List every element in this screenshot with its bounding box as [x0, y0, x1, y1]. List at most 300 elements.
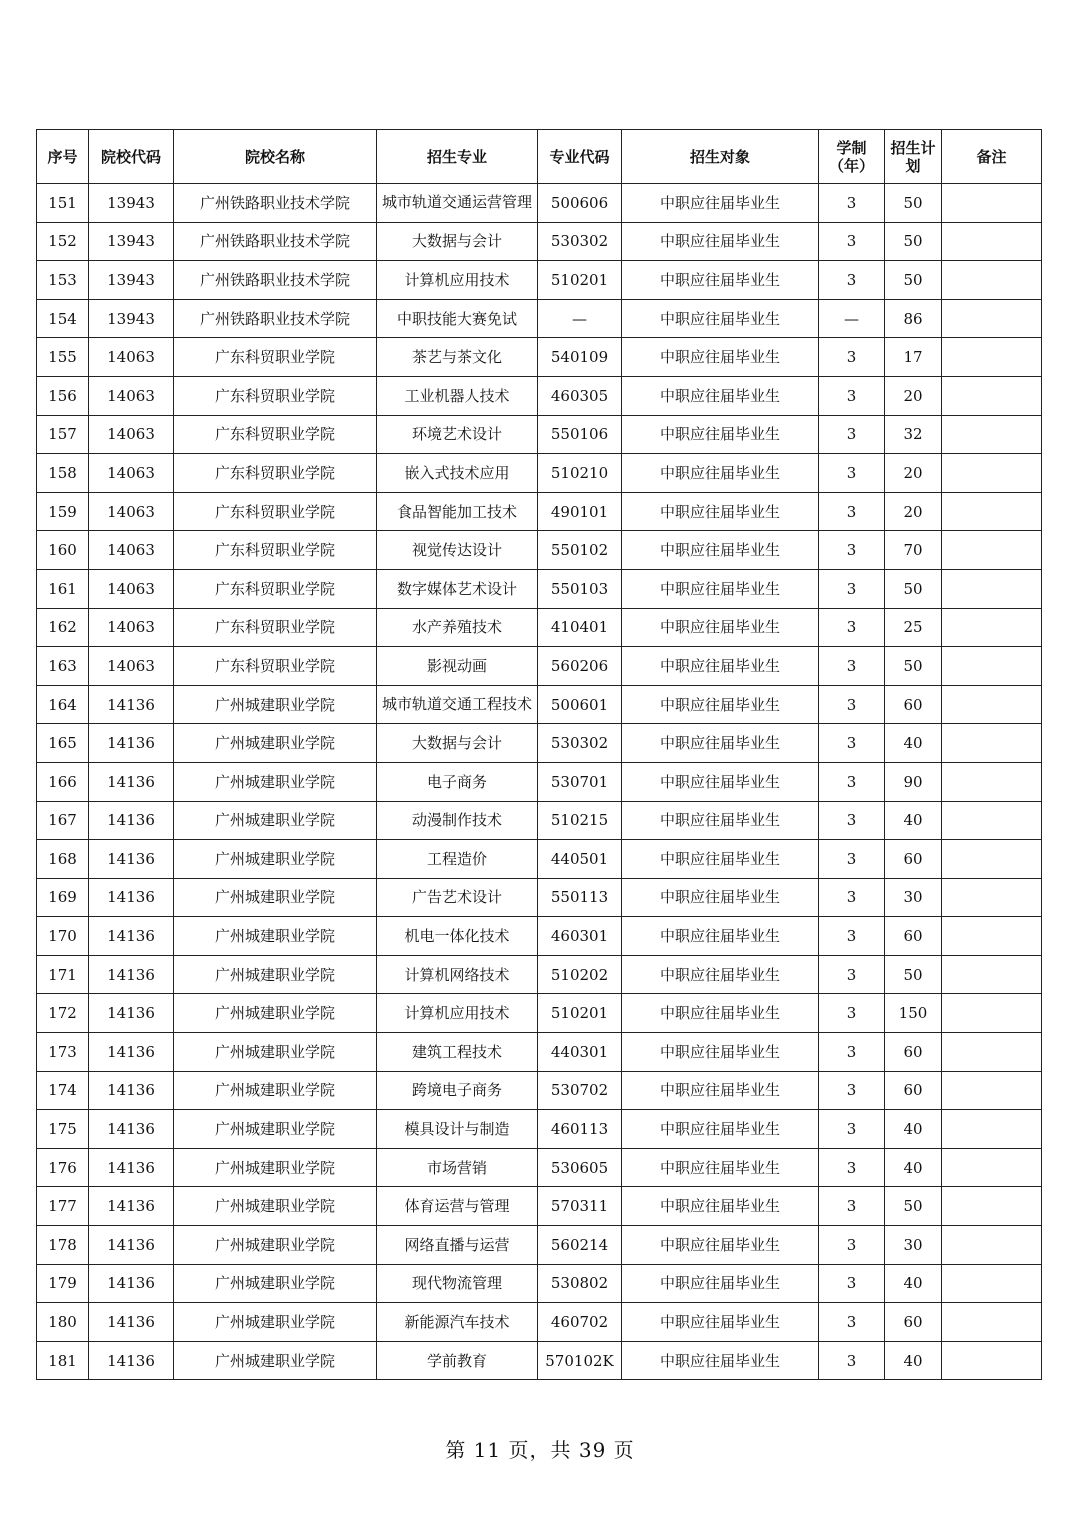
cell-major: 数字媒体艺术设计	[377, 569, 538, 608]
cell-major: 城市轨道交通运营管理	[377, 184, 538, 223]
cell-school-code: 14136	[89, 762, 174, 801]
cell-major-code: 550113	[538, 878, 622, 917]
cell-school-code: 14136	[89, 724, 174, 763]
cell-plan: 50	[885, 222, 942, 261]
cell-plan: 17	[885, 338, 942, 377]
cell-remarks	[942, 647, 1042, 686]
page-footer: 第 11 页，共 39 页	[445, 1438, 635, 1462]
cell-index: 151	[37, 184, 89, 223]
cell-plan: 50	[885, 569, 942, 608]
cell-duration: 3	[819, 1264, 885, 1303]
cell-index: 166	[37, 762, 89, 801]
table-row	[37, 338, 1042, 377]
table-row	[37, 917, 1042, 956]
cell-school-code: 14136	[89, 994, 174, 1033]
col-header-plan	[885, 130, 942, 184]
cell-duration: 3	[819, 1187, 885, 1226]
cell-index: 169	[37, 878, 89, 917]
cell-target: 中职应往届毕业生	[622, 1148, 819, 1187]
cell-target: 中职应往届毕业生	[622, 608, 819, 647]
cell-remarks	[942, 994, 1042, 1033]
table-row	[37, 1341, 1042, 1380]
table-row	[37, 261, 1042, 300]
cell-plan: 150	[885, 994, 942, 1033]
cell-school-code: 14136	[89, 955, 174, 994]
cell-major-code: 540109	[538, 338, 622, 377]
table-row	[37, 415, 1042, 454]
cell-index: 164	[37, 685, 89, 724]
table-row	[37, 184, 1042, 223]
table-row	[37, 569, 1042, 608]
cell-duration: 3	[819, 1303, 885, 1342]
cell-major: 学前教育	[377, 1341, 538, 1380]
cell-target: 中职应往届毕业生	[622, 1187, 819, 1226]
cell-school-code: 14136	[89, 685, 174, 724]
cell-duration: 3	[819, 1110, 885, 1149]
cell-duration: 3	[819, 955, 885, 994]
cell-major-code: 440501	[538, 840, 622, 879]
cell-major-code: 460702	[538, 1303, 622, 1342]
cell-index: 156	[37, 376, 89, 415]
cell-major: 建筑工程技术	[377, 1033, 538, 1072]
cell-duration: —	[819, 299, 885, 338]
cell-plan: 40	[885, 1341, 942, 1380]
cell-index: 179	[37, 1264, 89, 1303]
cell-remarks	[942, 531, 1042, 570]
table-row	[37, 685, 1042, 724]
cell-major: 城市轨道交通工程技术	[377, 685, 538, 724]
cell-duration: 3	[819, 1341, 885, 1380]
cell-index: 159	[37, 492, 89, 531]
cell-target: 中职应往届毕业生	[622, 531, 819, 570]
cell-target: 中职应往届毕业生	[622, 1226, 819, 1265]
cell-remarks	[942, 685, 1042, 724]
cell-target: 中职应往届毕业生	[622, 222, 819, 261]
table-row	[37, 724, 1042, 763]
cell-target: 中职应往届毕业生	[622, 1033, 819, 1072]
cell-school-code: 14063	[89, 376, 174, 415]
table-row	[37, 608, 1042, 647]
cell-remarks	[942, 1264, 1042, 1303]
cell-index: 165	[37, 724, 89, 763]
cell-remarks	[942, 1341, 1042, 1380]
cell-plan: 60	[885, 1071, 942, 1110]
cell-duration: 3	[819, 184, 885, 223]
cell-index: 176	[37, 1148, 89, 1187]
cell-school-code: 14136	[89, 1110, 174, 1149]
cell-target: 中职应往届毕业生	[622, 338, 819, 377]
cell-target: 中职应往届毕业生	[622, 454, 819, 493]
cell-remarks	[942, 184, 1042, 223]
cell-plan: 90	[885, 762, 942, 801]
cell-school-code: 14063	[89, 492, 174, 531]
cell-index: 161	[37, 569, 89, 608]
cell-school-code: 14136	[89, 1148, 174, 1187]
cell-target: 中职应往届毕业生	[622, 299, 819, 338]
cell-plan: 30	[885, 878, 942, 917]
cell-school-code: 14136	[89, 801, 174, 840]
cell-major: 中职技能大赛免试	[377, 299, 538, 338]
cell-plan: 60	[885, 917, 942, 956]
cell-major-code: 560206	[538, 647, 622, 686]
col-header-target: 招生对象	[622, 130, 819, 184]
cell-index: 168	[37, 840, 89, 879]
cell-remarks	[942, 222, 1042, 261]
cell-major: 食品智能加工技术	[377, 492, 538, 531]
cell-index: 157	[37, 415, 89, 454]
cell-remarks	[942, 376, 1042, 415]
cell-plan: 60	[885, 1303, 942, 1342]
cell-school-code: 14136	[89, 1303, 174, 1342]
col-header-remarks: 备注	[942, 130, 1042, 184]
cell-plan: 40	[885, 1110, 942, 1149]
cell-school-code: 14063	[89, 338, 174, 377]
cell-school-name: 广东科贸职业学院	[174, 492, 377, 531]
cell-major: 计算机应用技术	[377, 261, 538, 300]
cell-target: 中职应往届毕业生	[622, 569, 819, 608]
cell-plan: 40	[885, 724, 942, 763]
cell-target: 中职应往届毕业生	[622, 1303, 819, 1342]
cell-school-code: 14136	[89, 917, 174, 956]
cell-school-name: 广州城建职业学院	[174, 801, 377, 840]
cell-major: 环境艺术设计	[377, 415, 538, 454]
cell-plan: 20	[885, 376, 942, 415]
cell-major: 跨境电子商务	[377, 1071, 538, 1110]
cell-index: 160	[37, 531, 89, 570]
cell-duration: 3	[819, 647, 885, 686]
cell-plan: 20	[885, 454, 942, 493]
table-row	[37, 801, 1042, 840]
cell-index: 155	[37, 338, 89, 377]
cell-school-name: 广东科贸职业学院	[174, 608, 377, 647]
cell-major: 现代物流管理	[377, 1264, 538, 1303]
cell-school-code: 14063	[89, 608, 174, 647]
cell-major: 视觉传达设计	[377, 531, 538, 570]
cell-major-code: 530302	[538, 724, 622, 763]
cell-school-name: 广东科贸职业学院	[174, 531, 377, 570]
cell-target: 中职应往届毕业生	[622, 724, 819, 763]
cell-target: 中职应往届毕业生	[622, 801, 819, 840]
cell-duration: 3	[819, 1148, 885, 1187]
col-header-major-code: 专业代码	[538, 130, 622, 184]
table-row	[37, 454, 1042, 493]
cell-plan: 60	[885, 840, 942, 879]
cell-school-name: 广州城建职业学院	[174, 1303, 377, 1342]
cell-plan: 30	[885, 1226, 942, 1265]
cell-school-code: 14063	[89, 647, 174, 686]
cell-duration: 3	[819, 492, 885, 531]
cell-school-name: 广州城建职业学院	[174, 685, 377, 724]
cell-target: 中职应往届毕业生	[622, 1110, 819, 1149]
cell-school-code: 14063	[89, 569, 174, 608]
table-row	[37, 1148, 1042, 1187]
cell-target: 中职应往届毕业生	[622, 1264, 819, 1303]
table-row	[37, 1264, 1042, 1303]
cell-major-code: 570311	[538, 1187, 622, 1226]
cell-plan: 50	[885, 955, 942, 994]
table-header	[37, 130, 1042, 184]
cell-school-name: 广州城建职业学院	[174, 1148, 377, 1187]
cell-school-name: 广州城建职业学院	[174, 1033, 377, 1072]
col-header-school-name: 院校名称	[174, 130, 377, 184]
cell-major-code: 410401	[538, 608, 622, 647]
cell-index: 172	[37, 994, 89, 1033]
cell-plan: 60	[885, 685, 942, 724]
cell-duration: 3	[819, 1033, 885, 1072]
cell-school-name: 广州铁路职业技术学院	[174, 184, 377, 223]
cell-plan: 40	[885, 1148, 942, 1187]
table-row	[37, 222, 1042, 261]
cell-plan: 32	[885, 415, 942, 454]
cell-remarks	[942, 454, 1042, 493]
cell-major-code: 510210	[538, 454, 622, 493]
cell-major-code: 530701	[538, 762, 622, 801]
cell-school-name: 广州城建职业学院	[174, 1071, 377, 1110]
cell-index: 178	[37, 1226, 89, 1265]
cell-duration: 3	[819, 801, 885, 840]
cell-index: 175	[37, 1110, 89, 1149]
table-row	[37, 1226, 1042, 1265]
cell-school-name: 广州城建职业学院	[174, 917, 377, 956]
cell-major: 网络直播与运营	[377, 1226, 538, 1265]
cell-major: 市场营销	[377, 1148, 538, 1187]
cell-duration: 3	[819, 531, 885, 570]
cell-plan: 50	[885, 1187, 942, 1226]
cell-school-name: 广东科贸职业学院	[174, 454, 377, 493]
cell-major: 广告艺术设计	[377, 878, 538, 917]
table-row	[37, 1071, 1042, 1110]
cell-major-code: 530802	[538, 1264, 622, 1303]
cell-target: 中职应往届毕业生	[622, 415, 819, 454]
cell-major: 工业机器人技术	[377, 376, 538, 415]
cell-major-code: 500606	[538, 184, 622, 223]
cell-target: 中职应往届毕业生	[622, 261, 819, 300]
cell-school-code: 13943	[89, 222, 174, 261]
col-header-major: 招生专业	[377, 130, 538, 184]
cell-index: 181	[37, 1341, 89, 1380]
cell-school-code: 13943	[89, 261, 174, 300]
cell-plan: 50	[885, 184, 942, 223]
cell-school-code: 14136	[89, 1071, 174, 1110]
cell-school-name: 广州城建职业学院	[174, 994, 377, 1033]
cell-remarks	[942, 840, 1042, 879]
table-row	[37, 376, 1042, 415]
cell-remarks	[942, 917, 1042, 956]
cell-major: 计算机应用技术	[377, 994, 538, 1033]
cell-plan: 20	[885, 492, 942, 531]
cell-major: 工程造价	[377, 840, 538, 879]
cell-duration: 3	[819, 454, 885, 493]
table-row	[37, 1303, 1042, 1342]
table-row	[37, 994, 1042, 1033]
cell-duration: 3	[819, 762, 885, 801]
cell-duration: 3	[819, 376, 885, 415]
cell-target: 中职应往届毕业生	[622, 955, 819, 994]
cell-school-code: 14136	[89, 878, 174, 917]
cell-major-code: 530605	[538, 1148, 622, 1187]
cell-school-name: 广州城建职业学院	[174, 762, 377, 801]
cell-school-name: 广州城建职业学院	[174, 1110, 377, 1149]
cell-duration: 3	[819, 685, 885, 724]
cell-remarks	[942, 261, 1042, 300]
table-row	[37, 492, 1042, 531]
cell-remarks	[942, 801, 1042, 840]
cell-school-name: 广州城建职业学院	[174, 878, 377, 917]
cell-duration: 3	[819, 724, 885, 763]
cell-plan: 50	[885, 261, 942, 300]
cell-remarks	[942, 955, 1042, 994]
cell-index: 154	[37, 299, 89, 338]
cell-major: 机电一体化技术	[377, 917, 538, 956]
cell-remarks	[942, 338, 1042, 377]
cell-index: 180	[37, 1303, 89, 1342]
cell-duration: 3	[819, 338, 885, 377]
cell-remarks	[942, 492, 1042, 531]
cell-school-code: 14136	[89, 840, 174, 879]
cell-major-code: 550102	[538, 531, 622, 570]
col-header-duration-line-2: （年）	[828, 156, 874, 175]
header-row	[37, 130, 1042, 184]
cell-remarks	[942, 608, 1042, 647]
table-row	[37, 1110, 1042, 1149]
table-row	[37, 878, 1042, 917]
cell-remarks	[942, 1033, 1042, 1072]
cell-remarks	[942, 299, 1042, 338]
cell-duration: 3	[819, 608, 885, 647]
cell-school-name: 广州城建职业学院	[174, 840, 377, 879]
cell-remarks	[942, 1226, 1042, 1265]
cell-target: 中职应往届毕业生	[622, 184, 819, 223]
cell-major: 动漫制作技术	[377, 801, 538, 840]
cell-target: 中职应往届毕业生	[622, 376, 819, 415]
cell-school-code: 13943	[89, 299, 174, 338]
cell-school-code: 14063	[89, 415, 174, 454]
cell-plan: 86	[885, 299, 942, 338]
col-header-school-code: 院校代码	[89, 130, 174, 184]
cell-plan: 40	[885, 801, 942, 840]
cell-school-code: 14063	[89, 454, 174, 493]
cell-target: 中职应往届毕业生	[622, 647, 819, 686]
cell-major-code: 570102K	[538, 1341, 622, 1380]
cell-school-name: 广州城建职业学院	[174, 1187, 377, 1226]
col-header-duration-line-1: 学制	[836, 138, 867, 157]
cell-school-name: 广州铁路职业技术学院	[174, 222, 377, 261]
cell-major-code: 500601	[538, 685, 622, 724]
cell-school-code: 14136	[89, 1264, 174, 1303]
cell-major: 新能源汽车技术	[377, 1303, 538, 1342]
cell-school-name: 广州铁路职业技术学院	[174, 261, 377, 300]
cell-major-code: 510202	[538, 955, 622, 994]
cell-remarks	[942, 1148, 1042, 1187]
cell-remarks	[942, 762, 1042, 801]
cell-duration: 3	[819, 415, 885, 454]
cell-duration: 3	[819, 994, 885, 1033]
cell-major-code: 460301	[538, 917, 622, 956]
cell-school-code: 13943	[89, 184, 174, 223]
cell-duration: 3	[819, 1071, 885, 1110]
cell-target: 中职应往届毕业生	[622, 878, 819, 917]
cell-school-name: 广州城建职业学院	[174, 955, 377, 994]
cell-remarks	[942, 1187, 1042, 1226]
cell-school-code: 14136	[89, 1187, 174, 1226]
cell-index: 163	[37, 647, 89, 686]
cell-school-code: 14136	[89, 1341, 174, 1380]
table-row	[37, 1187, 1042, 1226]
cell-remarks	[942, 1303, 1042, 1342]
cell-target: 中职应往届毕业生	[622, 492, 819, 531]
cell-plan: 50	[885, 647, 942, 686]
cell-major-code: —	[538, 299, 622, 338]
cell-index: 171	[37, 955, 89, 994]
cell-school-code: 14136	[89, 1226, 174, 1265]
cell-major: 茶艺与茶文化	[377, 338, 538, 377]
cell-target: 中职应往届毕业生	[622, 840, 819, 879]
cell-major-code: 510215	[538, 801, 622, 840]
cell-remarks	[942, 1071, 1042, 1110]
enrollment-table	[36, 129, 1042, 1380]
cell-index: 153	[37, 261, 89, 300]
cell-major-code: 460113	[538, 1110, 622, 1149]
cell-index: 170	[37, 917, 89, 956]
cell-school-code: 14063	[89, 531, 174, 570]
cell-major: 嵌入式技术应用	[377, 454, 538, 493]
table-row	[37, 955, 1042, 994]
cell-remarks	[942, 1110, 1042, 1149]
cell-target: 中职应往届毕业生	[622, 994, 819, 1033]
cell-major-code: 440301	[538, 1033, 622, 1072]
cell-index: 158	[37, 454, 89, 493]
cell-school-name: 广州城建职业学院	[174, 724, 377, 763]
cell-target: 中职应往届毕业生	[622, 917, 819, 956]
cell-duration: 3	[819, 569, 885, 608]
cell-plan: 40	[885, 1264, 942, 1303]
cell-major-code: 510201	[538, 261, 622, 300]
table-row	[37, 1033, 1042, 1072]
cell-plan: 70	[885, 531, 942, 570]
table-body	[37, 184, 1042, 1380]
cell-school-name: 广东科贸职业学院	[174, 338, 377, 377]
table-row	[37, 647, 1042, 686]
cell-major-code: 530302	[538, 222, 622, 261]
cell-school-name: 广州城建职业学院	[174, 1341, 377, 1380]
cell-major-code: 550106	[538, 415, 622, 454]
table-row	[37, 762, 1042, 801]
cell-remarks	[942, 724, 1042, 763]
cell-major: 体育运营与管理	[377, 1187, 538, 1226]
cell-major-code: 530702	[538, 1071, 622, 1110]
cell-duration: 3	[819, 1226, 885, 1265]
cell-school-name: 广东科贸职业学院	[174, 376, 377, 415]
cell-duration: 3	[819, 840, 885, 879]
table-row	[37, 299, 1042, 338]
cell-major-code: 510201	[538, 994, 622, 1033]
cell-target: 中职应往届毕业生	[622, 685, 819, 724]
cell-plan: 25	[885, 608, 942, 647]
table-row	[37, 840, 1042, 879]
cell-school-name: 广州城建职业学院	[174, 1226, 377, 1265]
col-header-plan-line-2: 划	[905, 156, 921, 175]
cell-target: 中职应往届毕业生	[622, 1341, 819, 1380]
cell-major: 水产养殖技术	[377, 608, 538, 647]
cell-target: 中职应往届毕业生	[622, 762, 819, 801]
cell-duration: 3	[819, 222, 885, 261]
cell-duration: 3	[819, 878, 885, 917]
cell-index: 177	[37, 1187, 89, 1226]
cell-major-code: 460305	[538, 376, 622, 415]
col-header-index: 序号	[37, 130, 89, 184]
cell-major: 模具设计与制造	[377, 1110, 538, 1149]
col-header-duration	[819, 130, 885, 184]
